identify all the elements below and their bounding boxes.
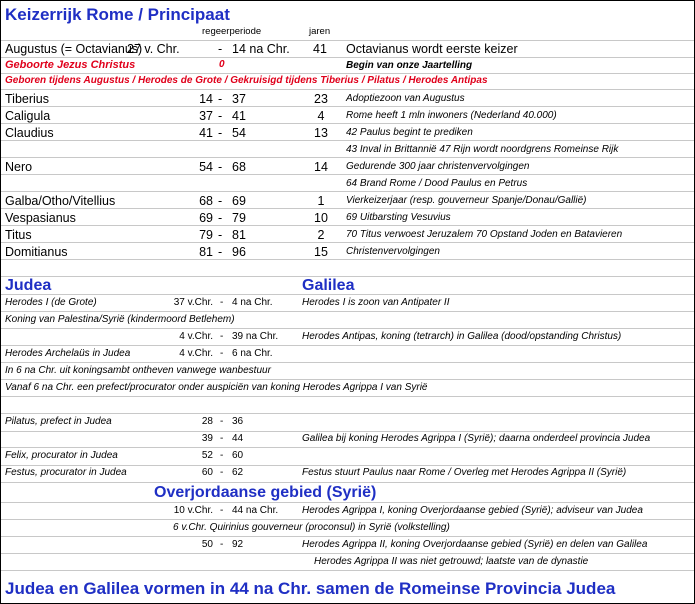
emperor-note: 64 Brand Rome / Dood Paulus en Petrus [346, 178, 528, 189]
emperor-note: Adoptiezoon van Augustus [346, 93, 465, 104]
born-line: Geboren tijdens Augustus / Herodes de Grote / Gekruisigd tijdens Tiberius / Pilatus / Herodes Antipas [5, 75, 488, 86]
gridline [1, 396, 694, 397]
emperor-name: Claudius [5, 126, 54, 140]
emperor-note: 43 Inval in Brittannië 47 Rijn wordt noordgrens Romeinse Rijk [346, 144, 619, 155]
header-years: jaren [309, 26, 331, 37]
galilea-heading: Galilea [302, 277, 355, 294]
judea-sep: - [220, 297, 224, 308]
gridline [1, 73, 694, 74]
syria-to: 92 [232, 539, 244, 550]
judea-sep: - [220, 433, 224, 444]
judea-name: Herodes Archelaüs in Judea [5, 348, 131, 359]
conclusion: Judea en Galilea vormen in 44 na Chr. samen de Romeinse Provincia Judea [5, 579, 616, 598]
emperor-from: 54 [199, 160, 213, 174]
gridline [1, 259, 694, 260]
gridline [1, 174, 694, 175]
emperor-from: 81 [199, 245, 213, 259]
emperor-to: 68 [232, 160, 246, 174]
galilea-note: Festus stuurt Paulus naar Rome / Overleg met Herodes Agrippa II (Syrië) [302, 467, 627, 478]
judea-from: 28 [201, 416, 213, 427]
emperor-sep: - [218, 92, 223, 106]
gridline [1, 208, 694, 209]
judea-to: 44 [232, 433, 244, 444]
judea-from: 4 v.Chr. [179, 331, 213, 342]
syria-sep: - [220, 539, 224, 550]
judea-name: Pilatus, prefect in Judea [5, 416, 112, 427]
emperor-sep: - [218, 211, 223, 225]
syria-heading: Overjordaanse gebied (Syrië) [154, 484, 377, 501]
judea-sep: - [220, 348, 224, 359]
gridline [1, 140, 694, 141]
emperor-sep: - [218, 245, 223, 259]
birth-zero: 0 [219, 59, 225, 70]
emperor-note: 69 Uitbarsting Vesuvius [346, 212, 451, 223]
emperor-name: Galba/Otho/Vitellius [5, 194, 116, 208]
gridline [1, 379, 694, 380]
emperor-years: 14 [314, 160, 328, 174]
judea-to: 62 [232, 467, 244, 478]
syria-to: 44 na Chr. [232, 505, 279, 516]
judea-name: Herodes I (de Grote) [5, 297, 97, 308]
judea-name: Festus, procurator in Judea [5, 467, 127, 478]
emperor-to: 54 [232, 126, 246, 140]
emperor-note: Rome heeft 1 mln inwoners (Nederland 40.000) [346, 110, 557, 121]
emperor-to: 96 [232, 245, 246, 259]
emperor-name: Vespasianus [5, 211, 76, 225]
emperor-from: 68 [199, 194, 213, 208]
birth-note: Begin van onze Jaartelling [346, 60, 473, 71]
judea-to: 4 na Chr. [232, 297, 273, 308]
judea-text: In 6 na Chr. uit koningsambt ontheven vanwege wanbestuur [5, 365, 271, 376]
emperor-years: 2 [317, 228, 325, 242]
judea-from: 52 [201, 450, 213, 461]
judea-from: 4 v.Chr. [179, 348, 213, 359]
augustus-note: Octavianus wordt eerste keizer [346, 42, 518, 56]
emperor-note: 42 Paulus begint te prediken [346, 127, 473, 138]
judea-sep: - [220, 467, 224, 478]
emperor-from: 37 [199, 109, 213, 123]
emperor-name: Caligula [5, 109, 51, 123]
augustus-sep: - [218, 42, 223, 56]
judea-sep: - [220, 450, 224, 461]
syria-from: 50 [201, 539, 213, 550]
emperor-from: 79 [199, 228, 213, 242]
augustus-to: 14 na Chr. [232, 42, 290, 56]
emperor-years: 13 [314, 126, 328, 140]
judea-from: 39 [201, 433, 213, 444]
emperor-years: 1 [317, 194, 325, 208]
emperor-sep: - [218, 194, 223, 208]
emperor-to: 79 [232, 211, 246, 225]
gridline [1, 536, 694, 537]
gridline [1, 553, 694, 554]
gridline [1, 447, 694, 448]
emperor-note: Gedurende 300 jaar christenvervolgingen [346, 161, 530, 172]
emperor-name: Nero [5, 160, 33, 174]
emperor-to: 81 [232, 228, 246, 242]
syria-from: 10 v.Chr. [173, 505, 213, 516]
emperor-sep: - [218, 126, 223, 140]
header-period: regeerperiode [202, 26, 262, 37]
galilea-note: Herodes I is zoon van Antipater II [302, 297, 450, 308]
gridline [1, 570, 694, 571]
gridline [1, 502, 694, 503]
emperor-note: 70 Titus verwoest Jeruzalem 70 Opstand Joden en Batavieren [346, 229, 623, 240]
judea-to: 6 na Chr. [232, 348, 273, 359]
judea-heading: Judea [5, 277, 52, 294]
emperor-from: 69 [199, 211, 213, 225]
judea-from: 37 v.Chr. [173, 297, 213, 308]
emperor-years: 23 [314, 92, 328, 106]
judea-name: Felix, procurator in Judea [5, 450, 118, 461]
judea-to: 39 na Chr. [232, 331, 279, 342]
emperor-from: 41 [199, 126, 213, 140]
birth-label: Geboorte Jezus Christus [5, 59, 136, 71]
augustus-from: 27 v. Chr. [127, 42, 180, 56]
gridline [1, 482, 694, 483]
judea-text: Vanaf 6 na Chr. een prefect/procurator onder auspiciën van koning Herodes Agrippa I van Syrië [5, 382, 428, 393]
emperor-sep: - [218, 109, 223, 123]
syria-note: Herodes Agrippa I, koning Overjordaanse gebied (Syrië); adviseur van Judea [302, 505, 643, 516]
judea-sep: - [220, 416, 224, 427]
gridline [1, 465, 694, 466]
judea-to: 60 [232, 450, 244, 461]
gridline [1, 345, 694, 346]
emperor-sep: - [218, 228, 223, 242]
page-title: Keizerrijk Rome / Principaat [5, 5, 230, 24]
emperor-years: 10 [314, 211, 328, 225]
gridline [1, 225, 694, 226]
gridline [1, 311, 694, 312]
emperor-to: 69 [232, 194, 246, 208]
gridline [1, 328, 694, 329]
gridline [1, 123, 694, 124]
emperor-name: Titus [5, 228, 32, 242]
syria-sep: - [220, 505, 224, 516]
gridline [1, 191, 694, 192]
gridline [1, 431, 694, 432]
gridline [1, 294, 694, 295]
augustus-years: 41 [313, 42, 327, 56]
emperor-name: Tiberius [5, 92, 49, 106]
judea-from: 60 [201, 467, 213, 478]
emperor-from: 14 [199, 92, 213, 106]
augustus-name: Augustus (= Octavianus) [5, 42, 143, 56]
syria-text: Herodes Agrippa II was niet getrouwd; laatste van de dynastie [314, 556, 589, 567]
gridline [1, 362, 694, 363]
emperor-to: 37 [232, 92, 246, 106]
gridline [1, 413, 694, 414]
gridline [1, 157, 694, 158]
emperor-sep: - [218, 160, 223, 174]
gridline [1, 106, 694, 107]
emperor-name: Domitianus [5, 245, 68, 259]
emperor-to: 41 [232, 109, 246, 123]
judea-to: 36 [232, 416, 244, 427]
gridline [1, 40, 694, 41]
judea-text: Koning van Palestina/Syrië (kindermoord Betlehem) [5, 314, 235, 325]
syria-note: Herodes Agrippa II, koning Overjordaanse gebied (Syrië) en delen van Galilea [302, 539, 648, 550]
gridline [1, 57, 694, 58]
judea-sep: - [220, 331, 224, 342]
gridline [1, 519, 694, 520]
galilea-note: Galilea bij koning Herodes Agrippa I (Syrië); daarna onderdeel provincia Judea [302, 433, 651, 444]
gridline [1, 242, 694, 243]
emperor-years: 4 [317, 109, 325, 123]
emperor-note: Vierkeizerjaar (resp. gouverneur Spanje/Donau/Gallië) [346, 195, 587, 206]
syria-text: 6 v.Chr. Quirinius gouverneur (proconsul) in Syrië (volkstelling) [173, 522, 450, 533]
gridline [1, 89, 694, 90]
emperor-note: Christenvervolgingen [346, 246, 440, 257]
emperor-years: 15 [314, 245, 328, 259]
galilea-note: Herodes Antipas, koning (tetrarch) in Galilea (dood/opstanding Christus) [302, 331, 622, 342]
